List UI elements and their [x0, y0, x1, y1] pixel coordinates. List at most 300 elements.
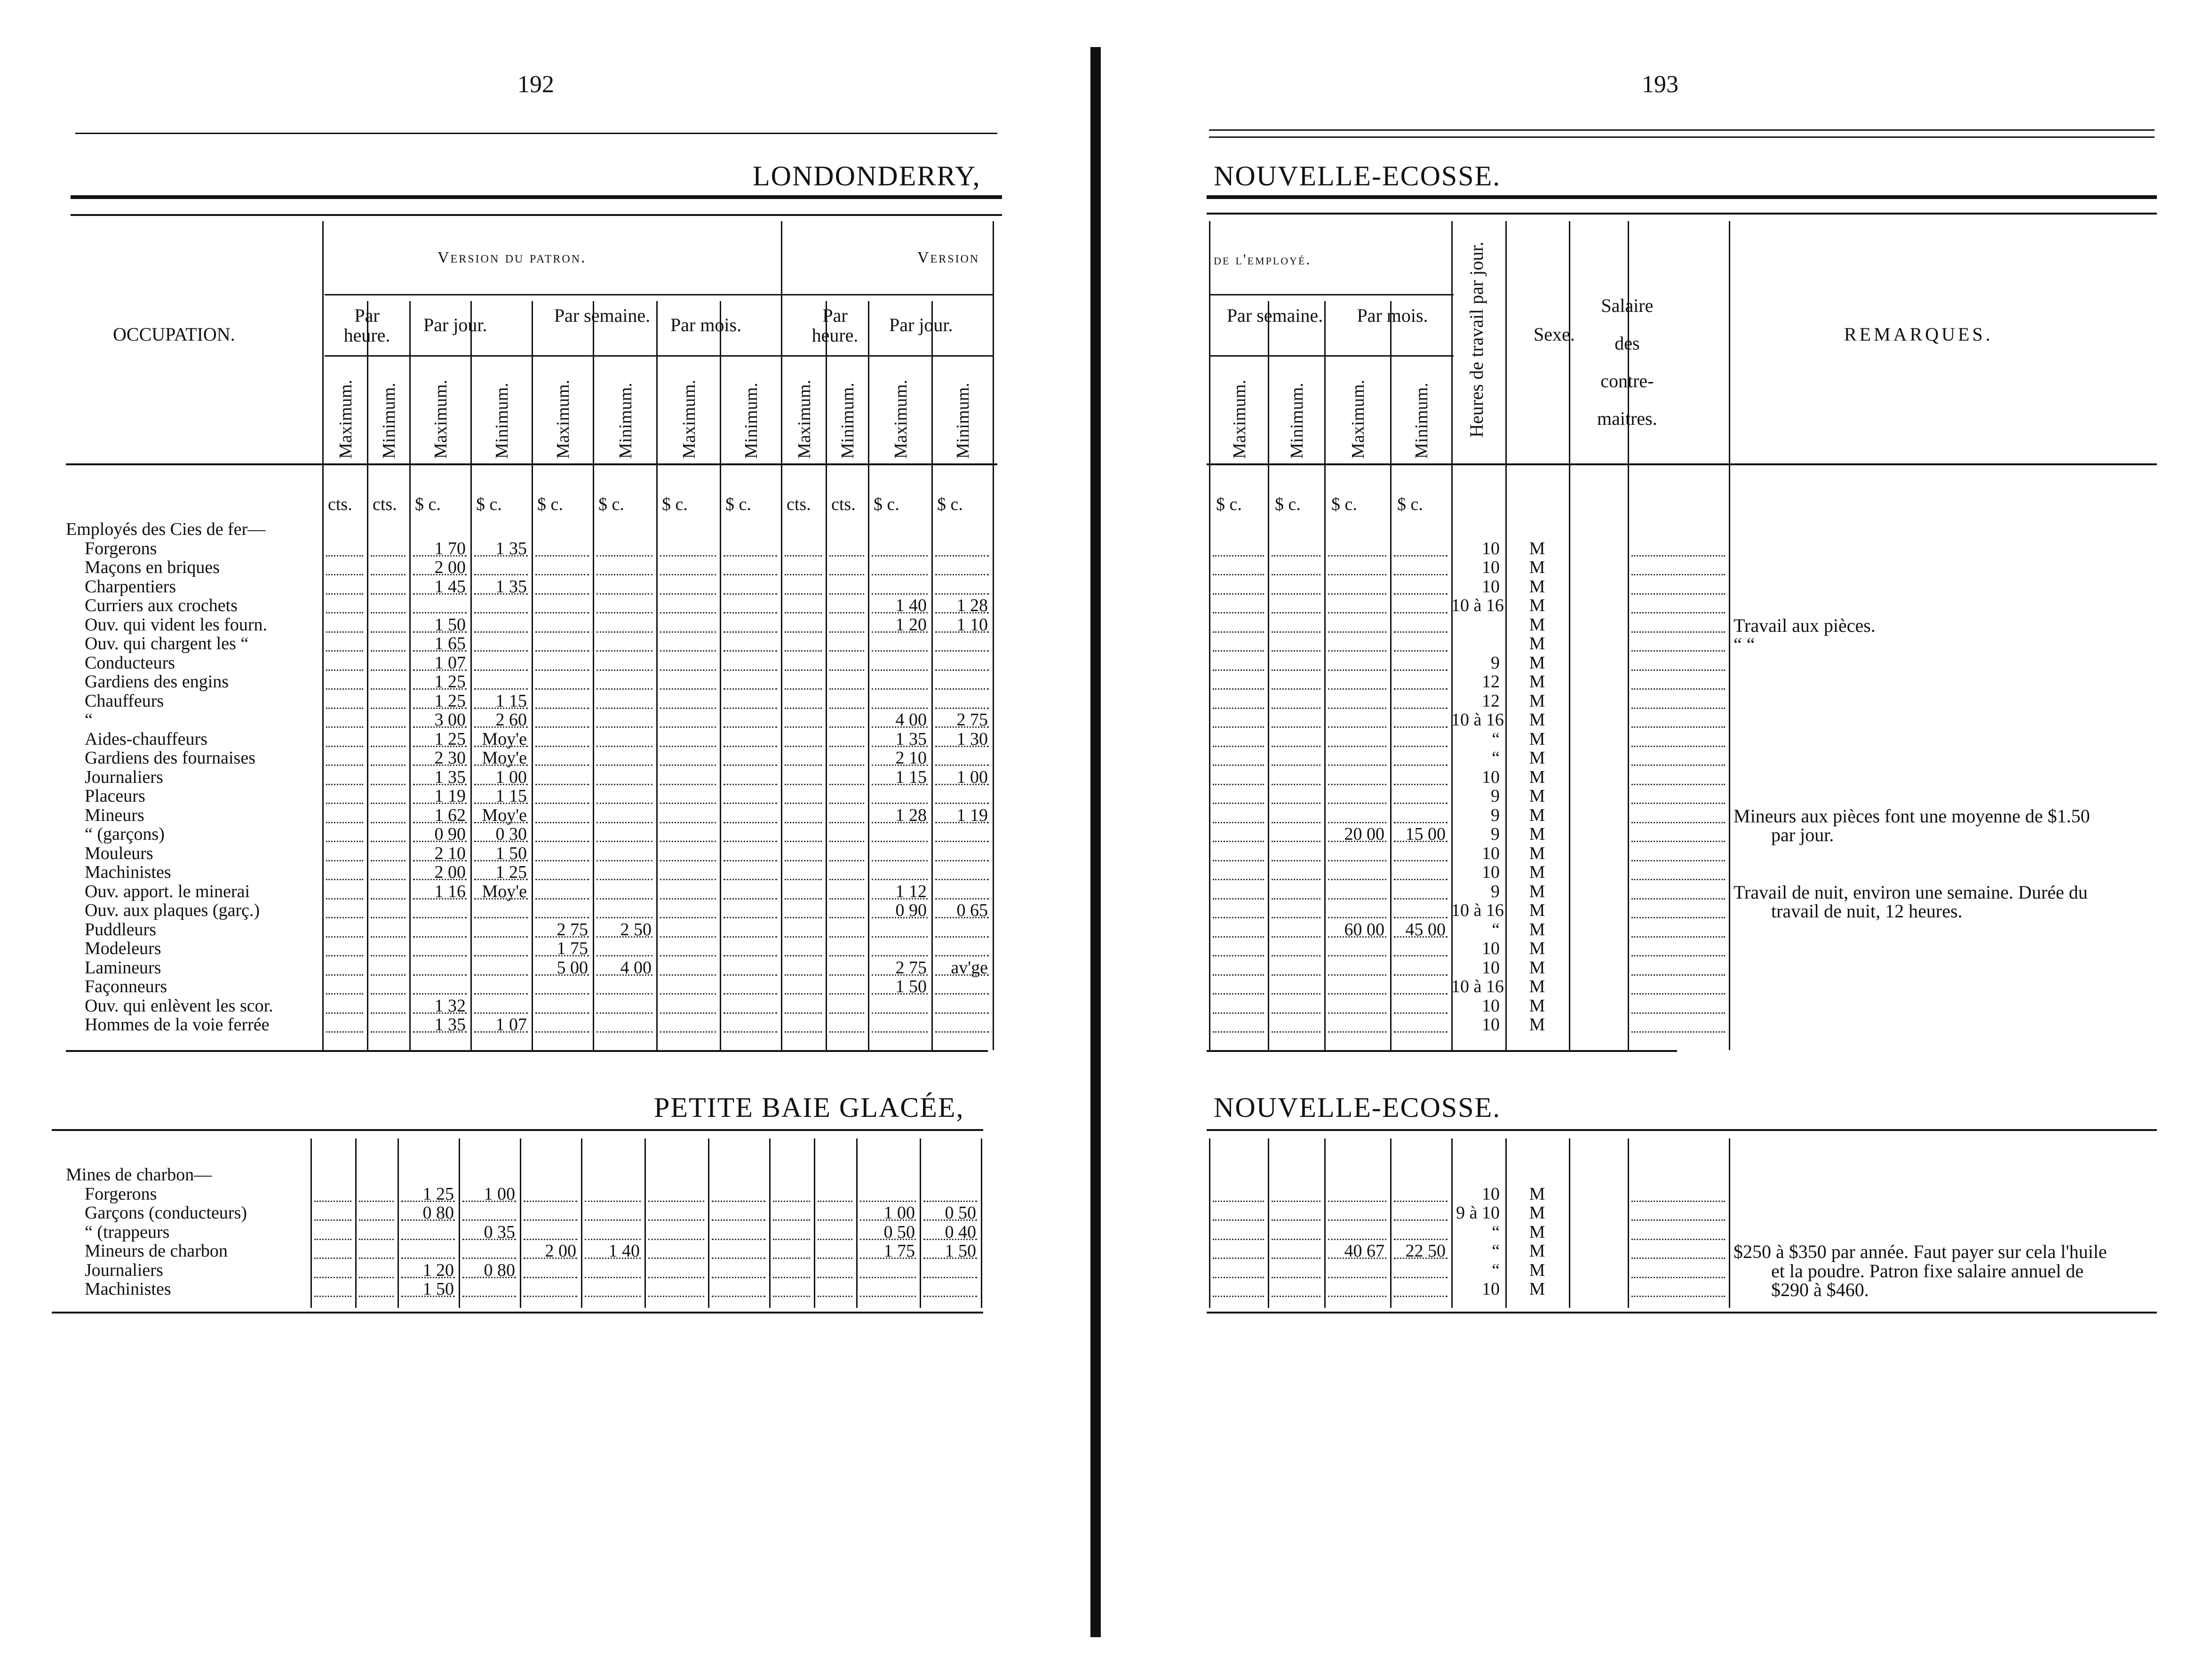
leader [872, 688, 928, 690]
column-rule [355, 1139, 357, 1308]
leader [829, 593, 864, 595]
leader [535, 860, 589, 861]
leader [1213, 688, 1264, 690]
leader [724, 841, 777, 842]
leader [1272, 612, 1320, 613]
leader [596, 917, 652, 918]
leader [818, 1277, 852, 1278]
leader [359, 1219, 394, 1221]
leader [585, 1239, 641, 1240]
wage-value: 1 50 [434, 614, 466, 635]
leader [413, 936, 467, 938]
leader [1394, 1012, 1447, 1014]
wage-value: 1 40 [608, 1241, 640, 1261]
leader [660, 708, 716, 709]
leader [1328, 726, 1386, 728]
leader [1328, 746, 1386, 747]
hours-value: “ [1492, 1222, 1500, 1242]
leader [596, 860, 652, 861]
leader [935, 764, 989, 766]
wage-value: 1 62 [434, 805, 466, 825]
page-number: 193 [1642, 71, 1678, 98]
leader [326, 555, 363, 557]
leader [326, 917, 363, 918]
hours-value: “ [1492, 1260, 1500, 1280]
sex-value: M [1529, 1279, 1545, 1299]
leader [829, 917, 864, 918]
leader [535, 669, 589, 671]
leader [1213, 1031, 1264, 1033]
wage-value: 2 60 [495, 710, 527, 730]
leader [724, 746, 777, 747]
column-rule [993, 221, 994, 1050]
version-patron-header: Version du patron. [437, 249, 587, 266]
sex-value: M [1529, 919, 1545, 940]
leader [785, 593, 822, 595]
leader [1328, 631, 1386, 633]
leader [660, 841, 716, 842]
maximum-label: Maximum. [1229, 380, 1249, 459]
leader [1213, 974, 1264, 976]
wage-value: 1 35 [434, 1015, 466, 1035]
rule [52, 1129, 983, 1131]
leader [1272, 746, 1320, 747]
minimum-label: Minimum. [379, 382, 399, 459]
leader [1213, 784, 1264, 785]
leader [1213, 669, 1264, 671]
leader [1631, 1031, 1725, 1033]
leader [935, 1031, 989, 1033]
occupation-label: “ [85, 710, 93, 730]
column-rule [931, 301, 933, 1050]
leader [1631, 688, 1725, 690]
leader [371, 574, 406, 575]
leader [1631, 784, 1725, 785]
sex-value: M [1529, 862, 1545, 882]
leader [535, 708, 589, 709]
leader [1394, 1239, 1447, 1240]
leader [326, 593, 363, 595]
leader [1631, 898, 1725, 900]
wage-value: 1 10 [956, 614, 988, 635]
leader [1631, 650, 1725, 652]
leader [1272, 993, 1320, 995]
leader [474, 974, 528, 976]
leader [935, 669, 989, 671]
leader [596, 898, 652, 900]
wage-value: 2 00 [545, 1241, 576, 1261]
minimum-label: Minimum. [953, 382, 973, 459]
leader [829, 574, 864, 575]
occupation-label: Ouv. qui chargent les “ [85, 634, 249, 653]
column-rule [459, 1139, 460, 1308]
leader [371, 688, 406, 690]
occupation-label: Mines de charbon— [66, 1165, 212, 1185]
leader [1272, 936, 1320, 938]
leader [724, 650, 777, 652]
leader [829, 822, 864, 823]
leader [596, 669, 652, 671]
column-rule [769, 1139, 771, 1308]
occupation-label: Maçons en briques [85, 557, 220, 577]
occupation-label: Employés des Cies de fer— [66, 519, 266, 539]
column-rule [1268, 1139, 1269, 1308]
remark-text: par jour. [1771, 824, 1834, 845]
leader [712, 1201, 765, 1202]
column-rule [1268, 301, 1269, 1050]
leader [524, 1219, 577, 1221]
wage-value: 1 15 [495, 786, 527, 806]
leader [872, 1012, 928, 1014]
leader [724, 726, 777, 728]
leader [785, 555, 822, 557]
leader [326, 822, 363, 823]
leader [1631, 1219, 1725, 1221]
wage-value: av'ge [951, 957, 988, 978]
leader [326, 631, 363, 633]
leader [829, 688, 864, 690]
leader [359, 1296, 394, 1297]
leader [1394, 555, 1447, 557]
column-rule [826, 301, 827, 1050]
column-rule [1390, 1139, 1392, 1308]
rule [1209, 129, 2155, 131]
hours-value: “ [1492, 1241, 1500, 1261]
leader [1394, 688, 1447, 690]
leader [474, 612, 528, 613]
leader [1631, 593, 1725, 595]
leader [1272, 669, 1320, 671]
leader [785, 803, 822, 804]
leader [1394, 1219, 1447, 1221]
wage-value: 1 35 [495, 576, 527, 597]
unit-label: cts. [328, 494, 352, 514]
column-rule [868, 301, 869, 1050]
leader [860, 1296, 916, 1297]
book-spine [1090, 47, 1101, 1637]
rule [71, 214, 1002, 216]
leader [359, 1258, 394, 1259]
leader [724, 1031, 777, 1033]
column-rule [781, 221, 782, 1050]
leader [474, 688, 528, 690]
leader [596, 822, 652, 823]
maximum-label: Maximum. [1348, 380, 1368, 459]
wage-value: 1 25 [495, 862, 527, 882]
leader [1328, 974, 1386, 976]
leader [1631, 917, 1725, 918]
leader [1272, 841, 1320, 842]
rule [1207, 1129, 2157, 1131]
leader [829, 1012, 864, 1014]
remark-text: $250 à $350 par année. Faut payer sur cela l'huile [1734, 1241, 2107, 1262]
leader [1272, 631, 1320, 633]
hours-value: 10 [1482, 538, 1500, 558]
leader [1394, 1296, 1447, 1297]
occupation-label: Chauffeurs [85, 691, 164, 711]
wage-value: Moy'e [482, 729, 527, 749]
leader [474, 1012, 528, 1014]
leader [648, 1219, 704, 1221]
leader [1394, 631, 1447, 633]
leader [785, 974, 822, 976]
leader [724, 631, 777, 633]
leader [1394, 574, 1447, 575]
leader [1272, 764, 1320, 766]
leader [596, 593, 652, 595]
leader [371, 803, 406, 804]
maximum-label: Maximum. [335, 380, 356, 459]
sex-value: M [1529, 691, 1545, 711]
leader [829, 898, 864, 900]
leader [359, 1239, 394, 1240]
leader [724, 993, 777, 995]
leader [724, 688, 777, 690]
leader [829, 726, 864, 728]
sex-value: M [1529, 614, 1545, 635]
leader [1213, 764, 1264, 766]
leader [1272, 955, 1320, 956]
leader [535, 555, 589, 557]
leader [371, 631, 406, 633]
leader [660, 803, 716, 804]
leader [724, 860, 777, 861]
leader [1328, 860, 1386, 861]
sex-value: M [1529, 957, 1545, 978]
leader [724, 669, 777, 671]
leader [474, 955, 528, 956]
wage-value: 1 00 [883, 1203, 915, 1223]
leader [1328, 898, 1386, 900]
occupation-label: Puddleurs [85, 919, 156, 940]
wage-value: 1 07 [495, 1015, 527, 1035]
leader [1394, 917, 1447, 918]
leader [371, 593, 406, 595]
leader [935, 803, 989, 804]
wage-value: Moy'e [482, 805, 527, 825]
leader [773, 1239, 810, 1240]
salaire-header: Salaire des contre- maitres. [1597, 295, 1657, 429]
sex-value: M [1529, 1184, 1545, 1204]
leader [401, 1239, 455, 1240]
wage-value: 2 00 [434, 862, 466, 882]
leader [474, 936, 528, 938]
column-rule [367, 301, 368, 1050]
wage-value: 1 35 [434, 767, 466, 787]
hours-value: 10 à 16 [1451, 977, 1504, 996]
remark-text: travail de nuit, 12 heures. [1771, 900, 1963, 922]
leader [1328, 669, 1386, 671]
leader [935, 593, 989, 595]
leader [724, 593, 777, 595]
leader [829, 631, 864, 633]
leader [1394, 803, 1447, 804]
leader [1394, 746, 1447, 747]
par-heure-header-employe: Par heure. [811, 305, 859, 346]
wage-value: 1 25 [434, 672, 466, 692]
leader [371, 555, 406, 557]
leader [1631, 708, 1725, 709]
leader [1631, 746, 1725, 747]
leader [535, 803, 589, 804]
hours-value: 12 [1482, 691, 1500, 711]
wage-value: 1 15 [895, 767, 927, 787]
leader [829, 993, 864, 995]
leader [1213, 746, 1264, 747]
leader [1394, 650, 1447, 652]
column-rule [981, 1139, 982, 1308]
leader [474, 574, 528, 575]
leader [326, 764, 363, 766]
leader [1394, 993, 1447, 995]
hours-value: 12 [1482, 672, 1500, 692]
column-rule [581, 1139, 582, 1308]
column-rule [856, 1139, 858, 1308]
leader [1272, 917, 1320, 918]
leader [785, 688, 822, 690]
unit-label: $ c. [1397, 494, 1423, 514]
occupation-label: Ouv. aux plaques (garç.) [85, 900, 260, 920]
leader [1394, 1277, 1447, 1278]
hours-value: 10 [1482, 862, 1500, 882]
leader [326, 860, 363, 861]
leader [1328, 803, 1386, 804]
minimum-label: Minimum. [615, 382, 636, 459]
unit-label: cts. [831, 494, 856, 514]
occupation-label: Ouv. apport. le minerai [85, 881, 250, 901]
maximum-label: Maximum. [891, 380, 911, 459]
leader [1328, 917, 1386, 918]
leader [660, 593, 716, 595]
column-rule [1729, 1139, 1730, 1308]
leader [1328, 574, 1386, 575]
wage-value: 2 30 [434, 748, 466, 768]
leader [371, 784, 406, 785]
leader [923, 1201, 977, 1202]
leader [1213, 917, 1264, 918]
hours-value: 9 [1491, 805, 1500, 825]
sex-value: M [1529, 786, 1545, 806]
leader [785, 955, 822, 956]
leader [1213, 955, 1264, 956]
leader [660, 936, 716, 938]
leader [872, 593, 928, 595]
leader [773, 1258, 810, 1259]
minimum-label: Minimum. [1412, 382, 1431, 459]
page-number: 192 [517, 71, 554, 98]
leader [1328, 650, 1386, 652]
leader [474, 993, 528, 995]
leader [1394, 669, 1447, 671]
leader [773, 1201, 810, 1202]
leader [785, 669, 822, 671]
leader [1631, 764, 1725, 766]
occupation-label: Charpentiers [85, 576, 176, 597]
leader [314, 1239, 351, 1240]
hours-value: 9 [1491, 824, 1500, 844]
leader [1213, 1012, 1264, 1014]
leader [935, 860, 989, 861]
leader [1394, 879, 1447, 880]
leader [785, 746, 822, 747]
leader [1631, 1258, 1725, 1259]
leader [371, 764, 406, 766]
column-rule [814, 1139, 815, 1308]
wage-value: 1 20 [895, 614, 927, 635]
leader [829, 784, 864, 785]
sex-value: M [1529, 824, 1545, 844]
wage-value: 1 15 [495, 691, 527, 711]
wage-value: 4 00 [895, 710, 927, 730]
wage-value: 2 00 [434, 557, 466, 577]
section-title-londonderry: LONDONDERRY, [753, 160, 981, 191]
leader [818, 1201, 852, 1202]
leader [872, 650, 928, 652]
wage-value: 0 35 [484, 1222, 515, 1242]
leader [660, 860, 716, 861]
rule [1207, 195, 2157, 199]
column-rule [656, 301, 658, 1050]
sex-value: M [1529, 1015, 1545, 1035]
wage-value: 2 75 [895, 957, 927, 978]
leader [872, 955, 928, 956]
leader [860, 1277, 916, 1278]
leader [596, 1031, 652, 1033]
hours-value: 10 [1482, 1184, 1500, 1204]
leader [535, 574, 589, 575]
leader [326, 726, 363, 728]
minimum-label: Minimum. [492, 382, 512, 459]
leader [660, 612, 716, 613]
leader [1328, 708, 1386, 709]
rule [1207, 1312, 2157, 1314]
leader [1213, 612, 1264, 613]
occupation-label: Modeleurs [85, 939, 161, 958]
occupation-label: Lamineurs [85, 957, 161, 978]
leader [660, 955, 716, 956]
leader [474, 631, 528, 633]
leader [596, 764, 652, 766]
column-rule [1324, 1139, 1326, 1308]
leader [1272, 726, 1320, 728]
leader [1272, 1012, 1320, 1014]
unit-label: cts. [373, 494, 397, 514]
leader [596, 784, 652, 785]
leader [1631, 841, 1725, 842]
leader [660, 555, 716, 557]
leader [1213, 555, 1264, 557]
sex-value: M [1529, 767, 1545, 787]
month-min-value: 45 00 [1405, 919, 1446, 940]
occupation-label: Gardiens des engins [85, 672, 229, 692]
leader [535, 746, 589, 747]
wage-value: 1 40 [895, 596, 927, 615]
leader [1272, 803, 1320, 804]
minimum-label: Minimum. [1287, 382, 1307, 459]
minimum-label: Minimum. [838, 382, 858, 459]
unit-label: cts. [787, 494, 811, 514]
occupation-label: Ouv. qui enlèvent les scor. [85, 995, 273, 1016]
leader [872, 708, 928, 709]
leader [1631, 631, 1725, 633]
leader [785, 764, 822, 766]
hours-value: 10 [1482, 557, 1500, 577]
section-title-petite-baie-glacee: PETITE BAIE GLACÉE, [654, 1092, 964, 1123]
leader [1213, 879, 1264, 880]
rule [1209, 355, 1454, 357]
leader [326, 708, 363, 709]
leader [1394, 784, 1447, 785]
